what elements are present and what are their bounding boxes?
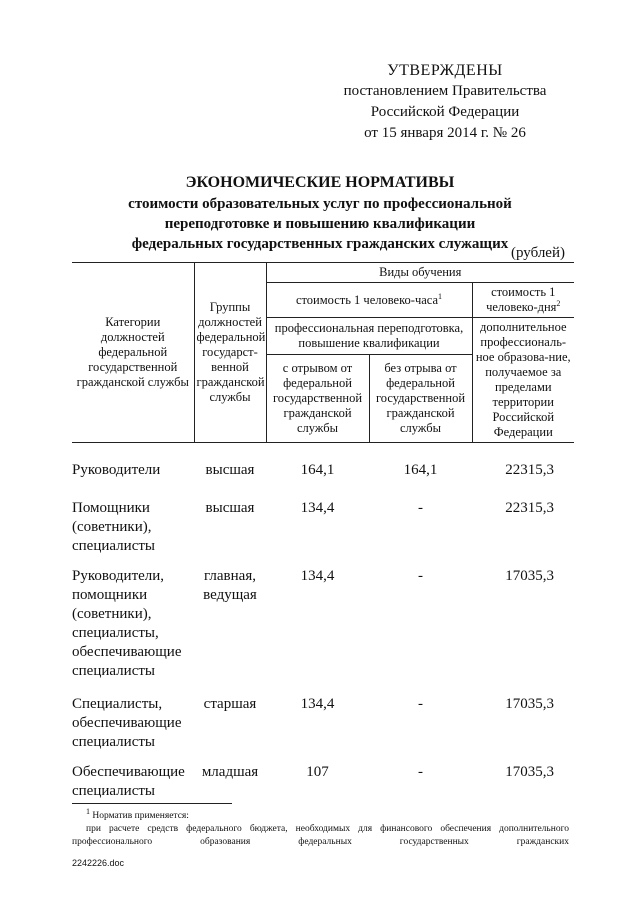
header-additional-education: дополнительное профессиональ-ное образова-ние, получаемое за пределами территории Российской Федерации bbox=[472, 318, 574, 443]
heading-line-2: переподготовке и повышению квалификации bbox=[164, 216, 476, 232]
header-group: Группы должностей федеральной государст-венной гражданской службы bbox=[194, 263, 266, 443]
header-without-leave: без отрыва от федеральной государственной гражданской службы bbox=[369, 354, 472, 442]
table-row bbox=[72, 763, 574, 803]
table-row bbox=[72, 461, 574, 499]
header-cost-per-day: стоимость 1 человеко-дня$^2$ bbox=[472, 283, 574, 318]
header-cost-per-hour: стоимость 1 человеко-часа$^1$ bbox=[266, 283, 472, 318]
row-abroad: 17035,3 bbox=[505, 763, 554, 780]
row-without-leave: - bbox=[418, 695, 423, 712]
approval-block bbox=[330, 60, 560, 144]
document-heading bbox=[60, 172, 580, 254]
row-group: высшая bbox=[205, 461, 255, 478]
header-retraining: профессиональная переподготовка, повышение квалификации bbox=[266, 318, 472, 355]
header-category: Категории должностей федеральной государственной гражданской службы bbox=[72, 263, 194, 443]
row-with-leave: 164,1 bbox=[300, 461, 335, 478]
heading-line-3: федеральных государственных гражданских служащих bbox=[131, 236, 509, 252]
row-abroad: 17035,3 bbox=[505, 567, 554, 584]
footnote-divider bbox=[72, 803, 232, 804]
approval-line-2: Российской Федерации bbox=[370, 104, 520, 120]
row-category: Помощники (советники), специалисты bbox=[72, 499, 155, 554]
row-group: старшая bbox=[203, 695, 257, 712]
row-without-leave: 164,1 bbox=[403, 461, 438, 478]
table-row bbox=[72, 567, 574, 695]
approval-title: УТВЕРЖДЕНЫ bbox=[387, 62, 503, 79]
row-category: Специалисты, обеспечивающие специалисты bbox=[72, 695, 182, 750]
footnote bbox=[72, 806, 569, 849]
table-row bbox=[72, 499, 574, 567]
row-abroad: 22315,3 bbox=[505, 499, 554, 516]
heading-line-1: стоимости образовательных услуг по профессиональной bbox=[128, 196, 512, 212]
table-row bbox=[72, 695, 574, 763]
footnote-title: $^1$ Норматив применяется: bbox=[86, 806, 189, 821]
row-with-leave: 134,4 bbox=[300, 567, 335, 584]
header-with-leave: с отрывом от федеральной государственной гражданской службы bbox=[266, 354, 369, 442]
currency-unit: (рублей) bbox=[510, 245, 565, 261]
row-without-leave: - bbox=[418, 763, 423, 780]
row-category: Обеспечивающие специалисты bbox=[72, 763, 185, 799]
row-abroad: 22315,3 bbox=[505, 461, 554, 478]
row-category: Руководители, помощники (советники), специалисты, обеспечивающие специалисты bbox=[72, 567, 182, 679]
approval-line-3: от 15 января 2014 г. № 26 bbox=[364, 125, 526, 141]
row-with-leave: 134,4 bbox=[300, 499, 335, 516]
row-without-leave: - bbox=[418, 499, 423, 516]
row-without-leave: - bbox=[418, 567, 423, 584]
row-with-leave: 134,4 bbox=[300, 695, 335, 712]
row-group: высшая bbox=[205, 499, 255, 516]
row-category: Руководители bbox=[72, 461, 161, 478]
approval-line-1: постановлением Правительства bbox=[343, 83, 547, 99]
norms-table bbox=[72, 262, 574, 803]
header-training-types: Виды обучения bbox=[266, 263, 574, 283]
row-with-leave: 107 bbox=[306, 763, 329, 780]
row-group: младшая bbox=[201, 763, 259, 780]
heading-main: ЭКОНОМИЧЕСКИЕ НОРМАТИВЫ bbox=[185, 174, 455, 191]
row-abroad: 17035,3 bbox=[505, 695, 554, 712]
document-reference: 2242226.doc bbox=[72, 858, 125, 868]
row-group: главная, ведущая bbox=[203, 567, 257, 603]
footnote-text: при расчете средств федерального бюджета, необходимых для финансового обеспечения дополнительного профессионального образования федеральных государственных гражданских bbox=[72, 824, 569, 847]
